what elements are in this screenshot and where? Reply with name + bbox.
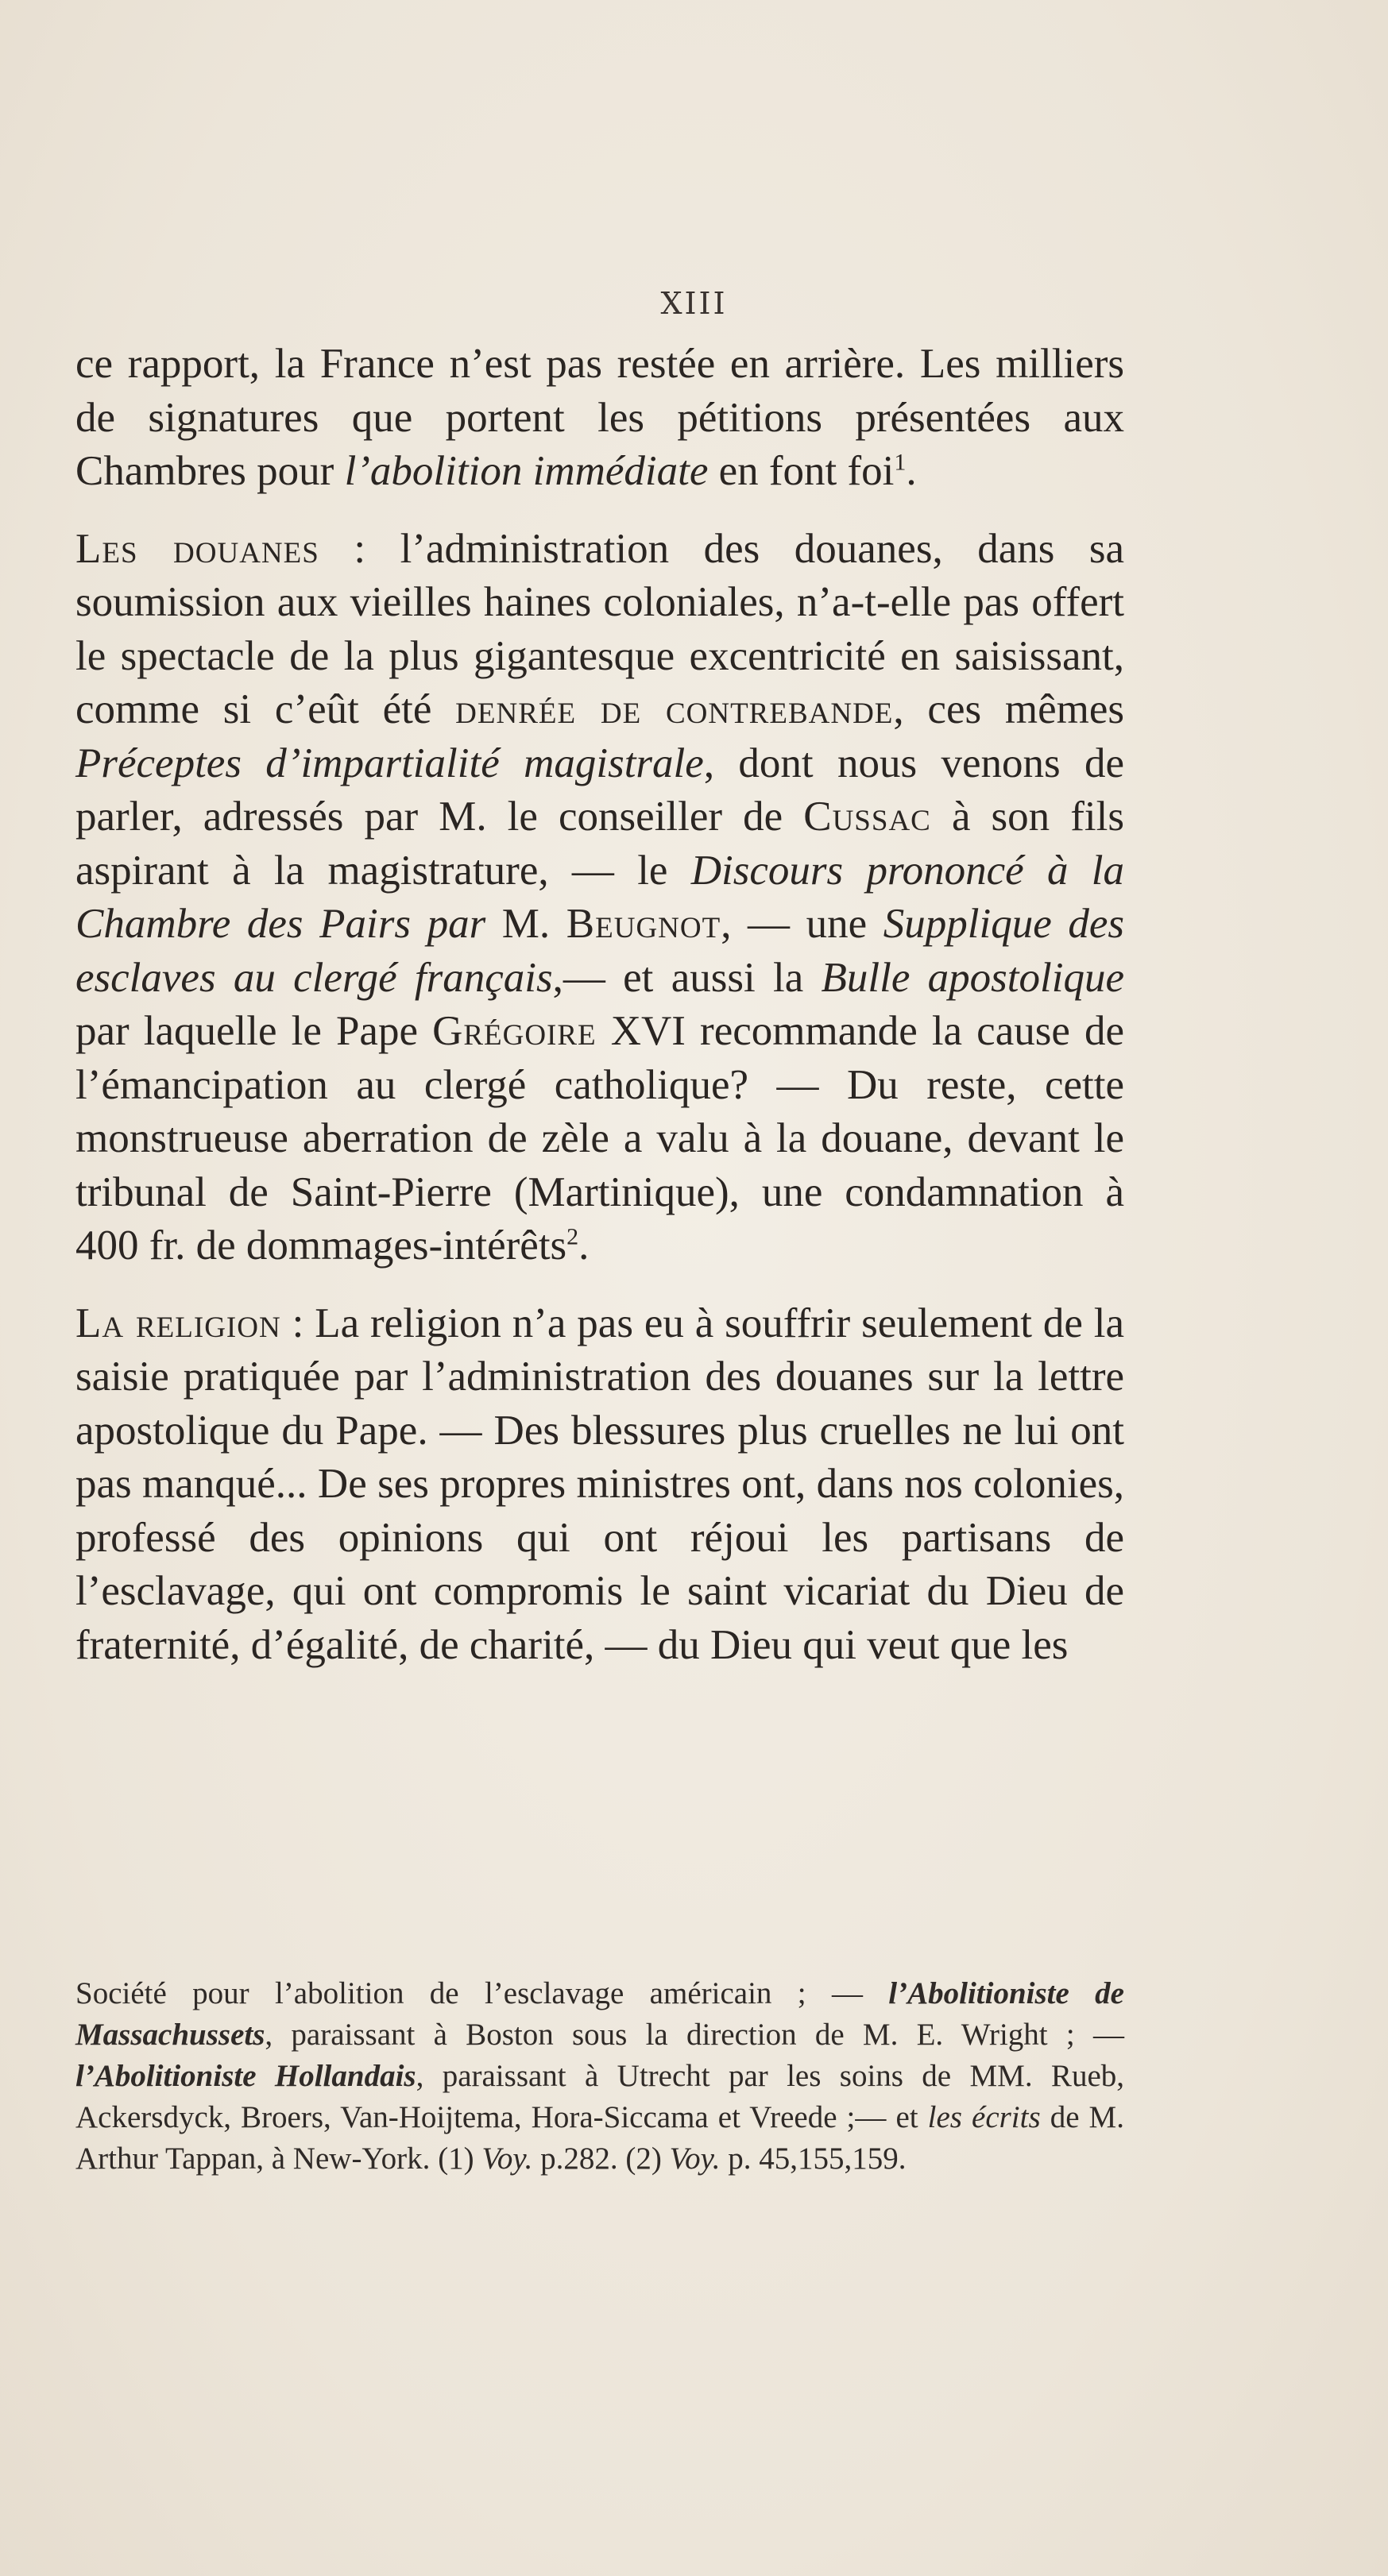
paragraph-religion: La religion : La religion n’a pas eu à souffrir seulement de la saisie pratiquée par l’administration des douanes sur la lettre apostolique du Pape. — Des blessures plus cruelles ne lui ont pas manqué... De ses propres ministres ont, dans nos colonies, professé des opinions qui ont réjoui les partisans de l’esclavage, qui ont compromis le saint vicariat du Dieu de fraternité, d’égalité, de charité, — du Dieu qui veut que les [75,1300,1125,1668]
note-1-label: (1) [438,2142,474,2176]
smallcaps-contrebande: denrée de contrebande [455,686,894,732]
name-gregoire: Grégoire [432,1008,597,1054]
footnote-block: Société pour l’abolition de l’esclavage américain ; — l’Abolitioniste de Massachussets, paraissant à Boston sous la direction de M. E. Wright ; — l’Abolitioniste Hollandais, paraissant à Utrecht par les soins de MM. Rueb, Ackersdyck, Broers, Van-Hoijtema, Hora-Siccama et Vreede ;— et les écrits de M. Arthur Tappan, à New-York. (1) Voy. p.282. (2) Voy. p. 45,155,159. [75,1976,1125,2176]
emphasis-abolition: l’abolition immédiate [344,448,709,494]
footnote-ref-2: 2 [566,1223,579,1250]
note-2-label: (2) [625,2142,662,2176]
footnote-ref-1: 1 [894,449,907,476]
note-2-page: p. 45,155,159. [728,2142,907,2176]
title-bulle: Bulle apostolique [821,954,1124,1001]
title-discours: Discours prononcé à la Chambre des Pairs par [75,847,1124,947]
paragraph-france: ce rapport, la France n’est pas restée en arrière. Les milliers de signatures que portent les pétitions présentées aux Chambres pour l’abolition immédiate en font foi$^1$. [75,341,1124,494]
name-beugnot: Beugnot [566,901,721,947]
title-supplique: Supplique des esclaves au clergé français [75,901,1124,1001]
main-text [75,338,1124,1672]
title-preceptes: Préceptes d’impartialité magistrale [75,740,704,786]
paragraph-douanes: Les douanes : l’administration des douanes, dans sa soumission aux vieilles haines coloniales, n’a-t-elle pas offert le spectacle de la plus gigantesque excentricité en saisissant, comme si c’eût été denrée de contrebande, ces mêmes Préceptes d’impartialité magistrale, dont nous venons de parler, adressés par M. le conseiller de Cussac à son fils aspirant à la magistrature, — le Discours prononcé à la Chambre des Pairs par M. Beugnot, — une Supplique des esclaves au clergé français,— et aussi la Bulle apostolique par laquelle le Pape Grégoire XVI recommande la cause de l’émancipation au clergé catholique? — Du reste, cette monstrueuse aberration de zèle a valu à la douane, devant le tribunal de Saint-Pierre (Martinique), une condamnation à 400 fr. de dommages-intérêts$^2$. [75,525,1125,1269]
journal-abolitioniste-hollandais: l’Abolitioniste Hollandais [75,2059,416,2093]
name-cussac: Cussac [803,794,931,840]
emphasis-les-ecrits: les écrits [927,2100,1041,2134]
page-number: XIII [660,286,728,321]
journal-abolitioniste-massachussets: l’Abolitioniste de Massachussets [75,1976,1124,2052]
note-1-voy: Voy. [481,2142,533,2176]
note-1-page: p.282. [540,2142,618,2176]
note-2-voy: Voy. [669,2142,721,2176]
section-lead-douanes: Les douanes [75,525,319,572]
section-lead-religion: La religion [75,1300,281,1346]
